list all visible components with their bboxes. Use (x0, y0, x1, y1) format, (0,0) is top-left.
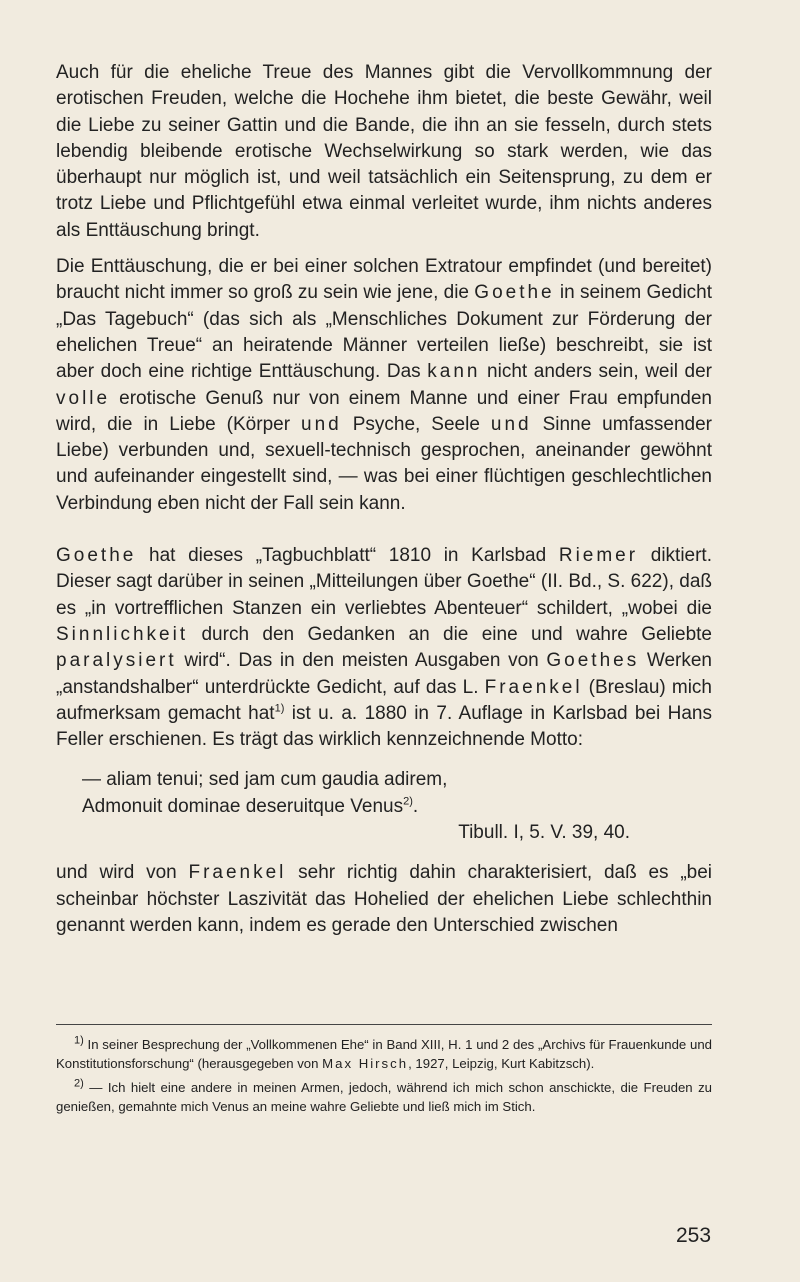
spaced-name-fraenkel: Fraenkel (188, 862, 287, 884)
spaced-name-fraenkel: Fraenkel (484, 676, 583, 698)
quote-line-1: — aliam tenui; sed jam cum gaudia adirem, (82, 769, 448, 791)
footnote-mark-2: 2) (74, 1077, 84, 1090)
main-text (56, 60, 712, 939)
paragraph-4: und wird von Fraenkel sehr richtig dahin charakterisiert, daß es „bei scheinbar höchster Laszivität das Hohelied der ehelichen Liebe schlechthin genannt werden kann, indem es gerade den Unterschied zwischen (56, 862, 712, 936)
emphasis-paralysiert: paralysiert (56, 650, 177, 672)
emphasis-und: und (490, 413, 532, 435)
footnote-1: $^{1)}$ In seiner Besprechung der „Vollkommenen Ehe“ in Band XIII, H. 1 und 2 des „Archivs für Frauenkunde und Konstitutionsforschung“ (herausgegeben von Max Hirsch, 1927, Leipzig, Kurt Kabitzsch). (56, 1034, 712, 1071)
footnote-ref-1[interactable]: 1) (274, 702, 285, 715)
paragraph-2: Die Enttäuschung, die er bei einer solchen Extratour empfindet (und bereitet) braucht nicht immer so groß zu sein wie jene, die Goethe in seinem Gedicht „Das Tagebuch“ (das sich als „Menschliches Dokument zur Förderung der ehelichen Treue“ an heiratende Männer verteilen ließe) beschreibt, sie ist aber doch eine richtige Enttäuschung. Das kann nicht anders sein, weil der volle erotische Genuß nur von einem Manne und einer Frau empfunden wird, die in Liebe (Körper und Psyche, Seele und Sinne umfassender Liebe) verbunden und, sexuell-technisch gesprochen, aneinander gewöhnt und aufeinander eingestellt sind, — was bei einer flüchtigen geschlechtlichen Verbindung eben nicht der Fall sein kann. (56, 256, 713, 514)
paragraph-1: Auch für die eheliche Treue des Mannes gibt die Vervollkommnung der erotischen Freuden, welche die Hochehe ihm bietet, die beste Gewähr, weil die Liebe zu seiner Gattin und die Bande, die ihn an sie fesseln, durch stets lebendig bleibende erotische Wechselwirkung so stark werden, wie das überhaupt nur möglich ist, und weil tatsächlich ein Seitensprung, zu dem er trotz Liebe und Pflichtgefühl etwa einmal verleitet wurde, ihm nichts anderes als Enttäuschung bringt. (56, 62, 712, 241)
emphasis-und: und (301, 413, 342, 435)
footnote-mark-1: 1) (74, 1034, 84, 1047)
spaced-name-goethes: Goethes (546, 650, 640, 672)
emphasis-kann: kann (427, 361, 481, 383)
quote-line-2: Admonuit dominae deseruitque Venus$^{2)}$. (82, 795, 419, 817)
spaced-name-riemer: Riemer (558, 545, 639, 567)
footnotes (56, 1036, 712, 1122)
footnote-divider (56, 1024, 712, 1025)
emphasis-sinnlichkeit: Sinnlichkeit (56, 623, 189, 645)
quote-source: Tibull. I, 5. V. 39, 40. (458, 822, 630, 844)
spaced-name-goethe: Goethe (474, 282, 555, 304)
page-number: 253 (676, 1224, 712, 1247)
footnote-ref-2[interactable]: 2) (403, 795, 413, 808)
motto-quote (82, 767, 712, 846)
spaced-name-goethe: Goethe (56, 545, 137, 567)
paragraph-3: Goethe hat dieses „Tagbuchblatt“ 1810 in Karlsbad Riemer diktiert. Dieser sagt darüber in seinen „Mitteilungen über Goethe“ (II. Bd., S. 622), daß es „in vortrefflichen Stanzen ein verliebtes Abenteuer“ schildert, „wobei die Sinnlichkeit durch den Gedanken an die eine und wahre Geliebte paralysiert wird“. Das in den meisten Ausgaben von Goethes Werken „anstandshalber“ unterdrückte Gedicht, auf das L. Fraenkel (Breslau) mich aufmerksam gemacht hat$^{1)}$ ist u. a. 1880 in 7. Auflage in Karlsbad bei Hans Feller erschienen. Es trägt das wirklich kennzeichnende Motto: (56, 545, 713, 751)
emphasis-volle: volle (56, 387, 111, 409)
spaced-name-max-hirsch: Max Hirsch (322, 1055, 409, 1071)
footnote-2: $^{2)}$ — Ich hielt eine andere in meinen Armen, jedoch, während ich mich schon anschickte, die Freuden zu genießen, gemahnte mich Venus an meine wahre Geliebte und ließ mich im Stich. (56, 1077, 712, 1114)
